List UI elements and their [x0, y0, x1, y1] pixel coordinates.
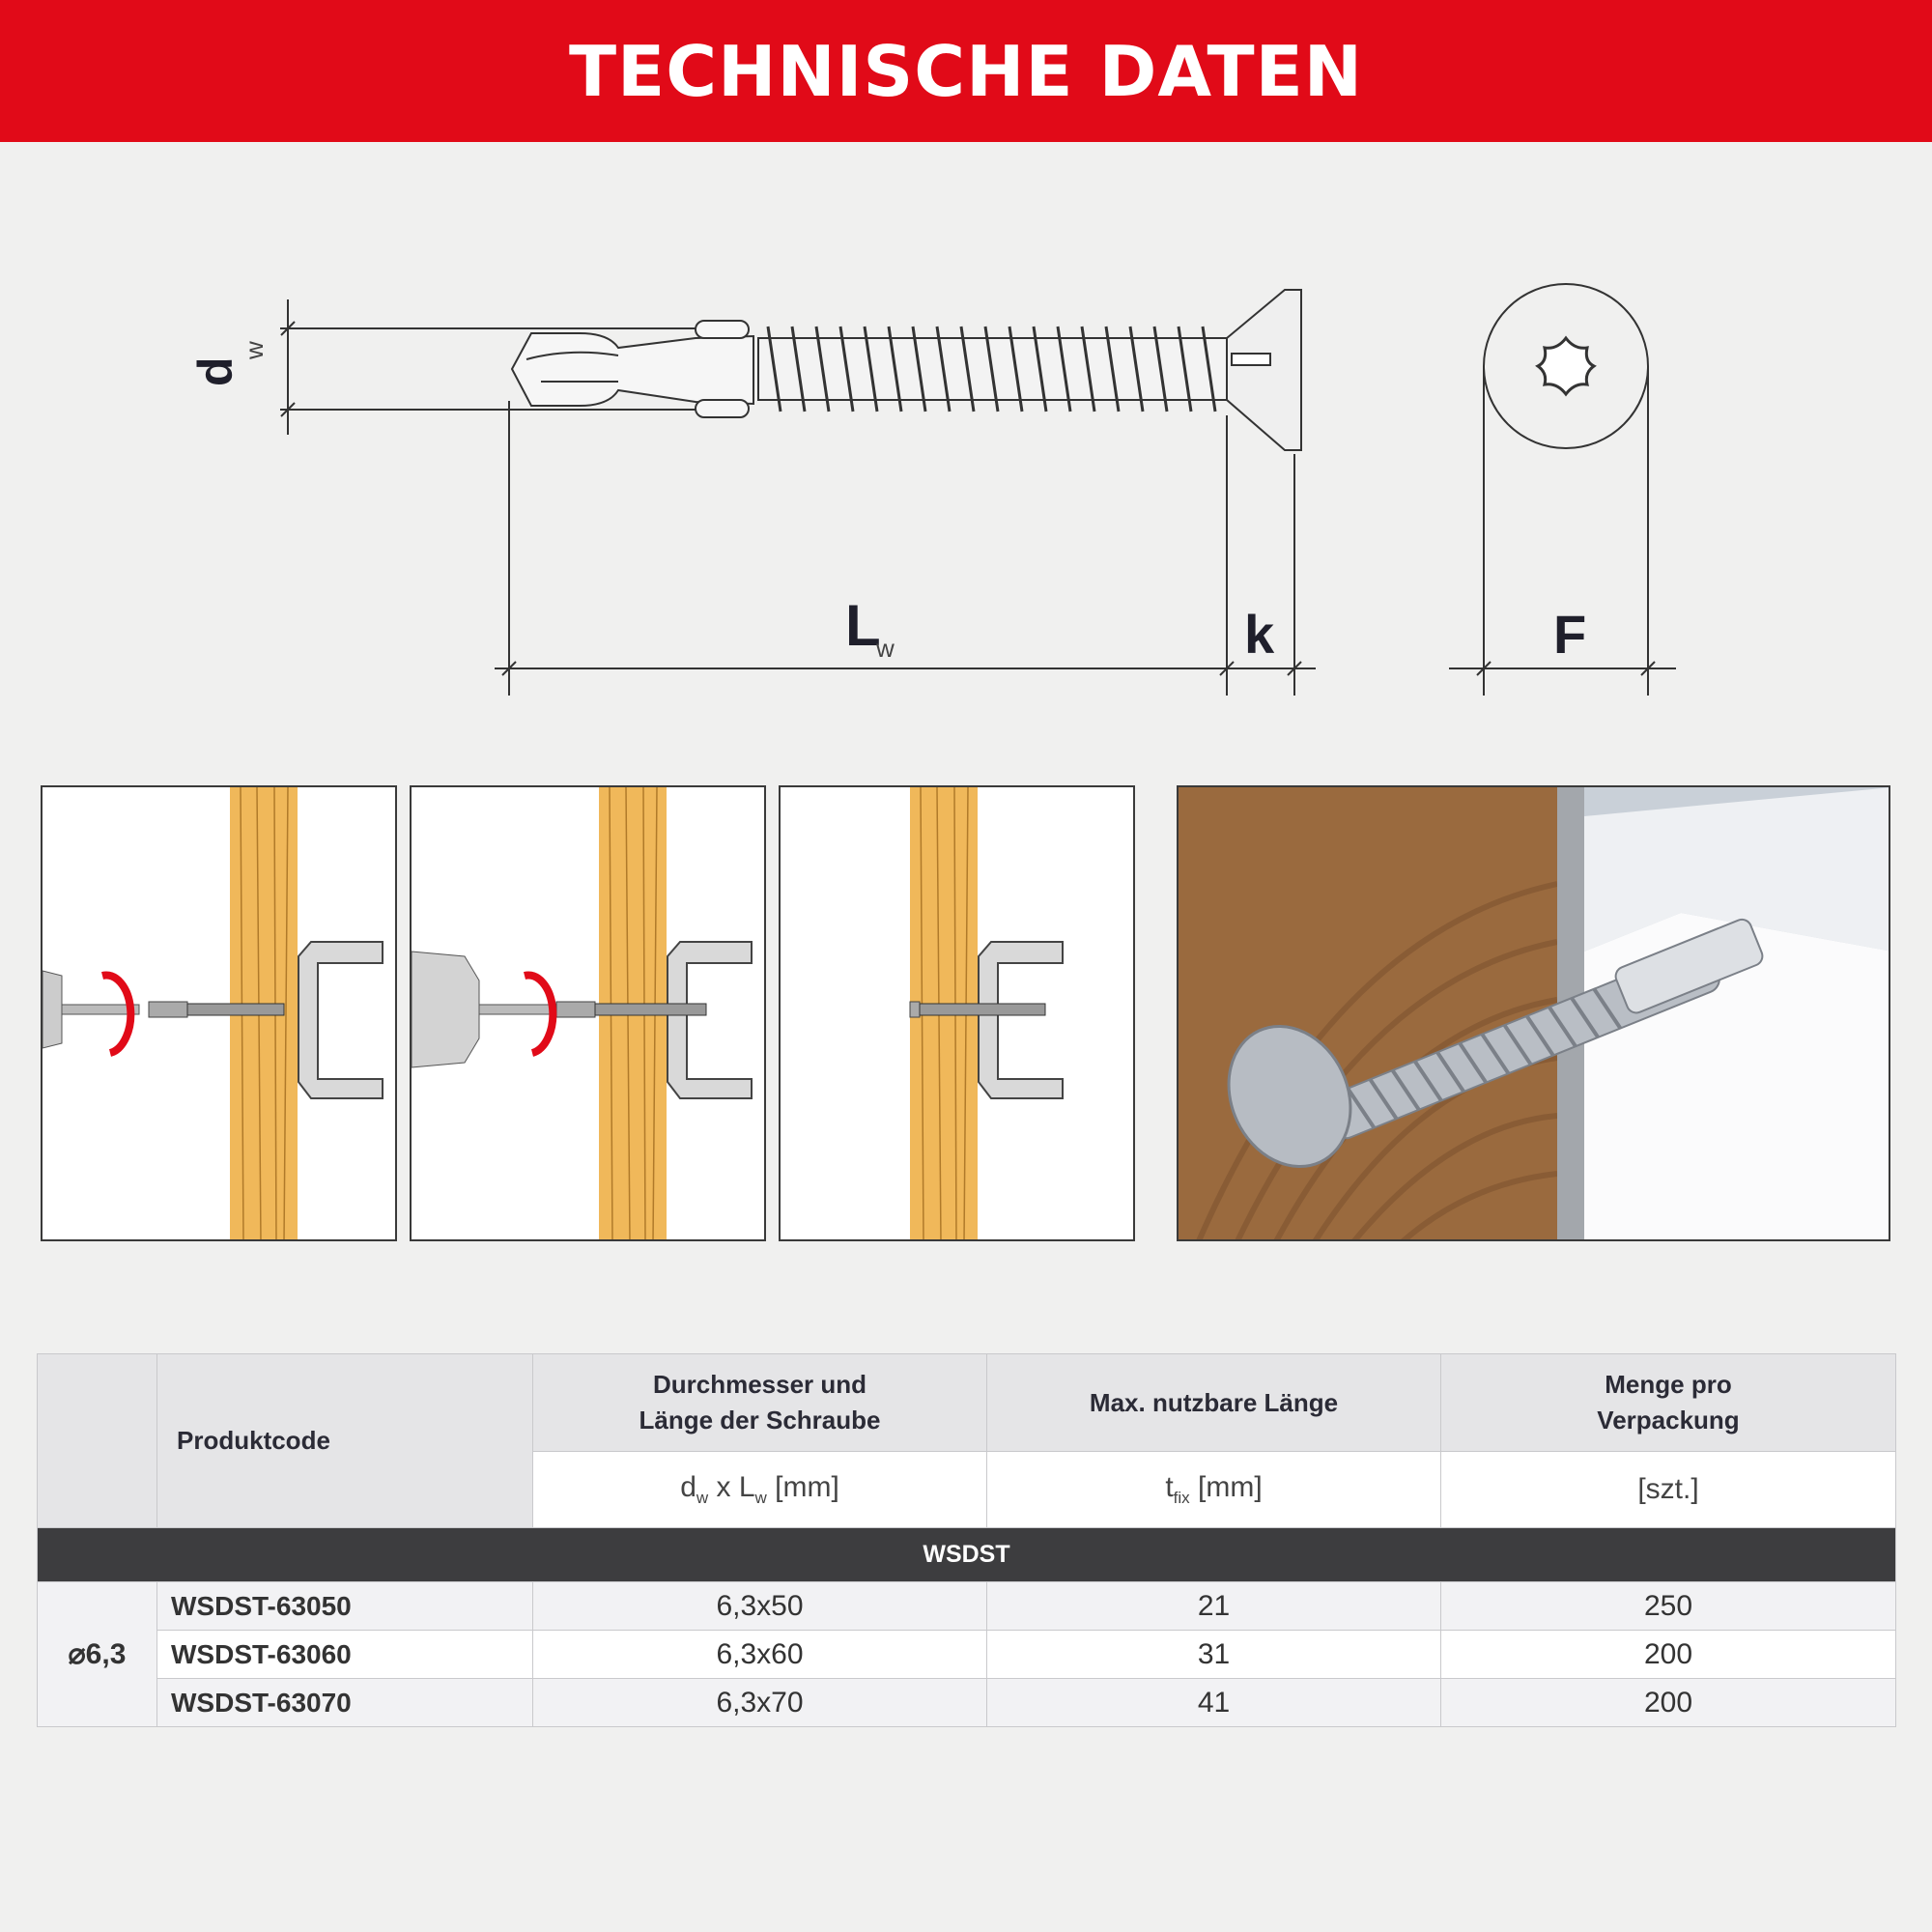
row-tfix: 41: [987, 1679, 1441, 1727]
label-dw: d: [188, 356, 242, 386]
install-step-2: [410, 785, 766, 1241]
installation-photo-illustration: [1179, 787, 1890, 1241]
row-tfix: 31: [987, 1631, 1441, 1679]
header-diameter-line2: Länge der Schraube: [639, 1406, 881, 1435]
row-tfix: 21: [987, 1582, 1441, 1631]
row-code: WSDST-63070: [157, 1679, 533, 1727]
header-empty-cell: [38, 1354, 157, 1528]
header-qty-line2: Verpackung: [1597, 1406, 1740, 1435]
label-k: k: [1244, 604, 1275, 665]
install-step-1: [41, 785, 397, 1241]
group-label: WSDST: [38, 1528, 1896, 1582]
row-qty: 250: [1441, 1582, 1896, 1631]
header-diameter: [533, 1354, 987, 1452]
label-f: F: [1553, 604, 1587, 665]
screw-dimension-drawing: [0, 142, 1932, 741]
install-step-2-illustration: [412, 787, 766, 1241]
row-code: WSDST-63050: [157, 1582, 533, 1631]
install-step-3: [779, 785, 1135, 1241]
row-qty: 200: [1441, 1679, 1896, 1727]
table-row: [38, 1631, 1896, 1679]
row-size: 6,3x50: [533, 1582, 987, 1631]
title-banner: [0, 0, 1932, 142]
torx-icon: [1538, 338, 1594, 394]
install-step-1-illustration: [43, 787, 397, 1241]
table-group-row: [38, 1528, 1896, 1582]
label-lw: L: [845, 593, 881, 658]
unit-length: $t_{fix}$ [mm]: [987, 1452, 1441, 1528]
unit-qty: [szt.]: [1441, 1452, 1896, 1528]
row-size: 6,3x60: [533, 1631, 987, 1679]
row-qty: 200: [1441, 1631, 1896, 1679]
table-row: [38, 1679, 1896, 1727]
unit-diameter: $d_w$ x $L_w$ [mm]: [533, 1452, 987, 1528]
label-lw-sub: w: [876, 634, 895, 663]
row-code: WSDST-63060: [157, 1631, 533, 1679]
header-diameter-line1: Durchmesser und: [652, 1370, 867, 1399]
header-qty: [1441, 1354, 1896, 1452]
row-size: 6,3x70: [533, 1679, 987, 1727]
label-dw-sub: w: [240, 341, 269, 359]
header-length: Max. nutzbare Länge: [987, 1354, 1441, 1452]
spec-table: [37, 1353, 1896, 1727]
header-code: Produktcode: [157, 1354, 533, 1528]
header-qty-line1: Menge pro: [1605, 1370, 1732, 1399]
table-header-row: [38, 1354, 1896, 1452]
install-step-3-illustration: [781, 787, 1135, 1241]
table-row: [38, 1582, 1896, 1631]
diameter-label: ⌀6,3: [38, 1582, 157, 1727]
page-title: TECHNISCHE DATEN: [568, 30, 1364, 112]
installation-photo: [1177, 785, 1890, 1241]
